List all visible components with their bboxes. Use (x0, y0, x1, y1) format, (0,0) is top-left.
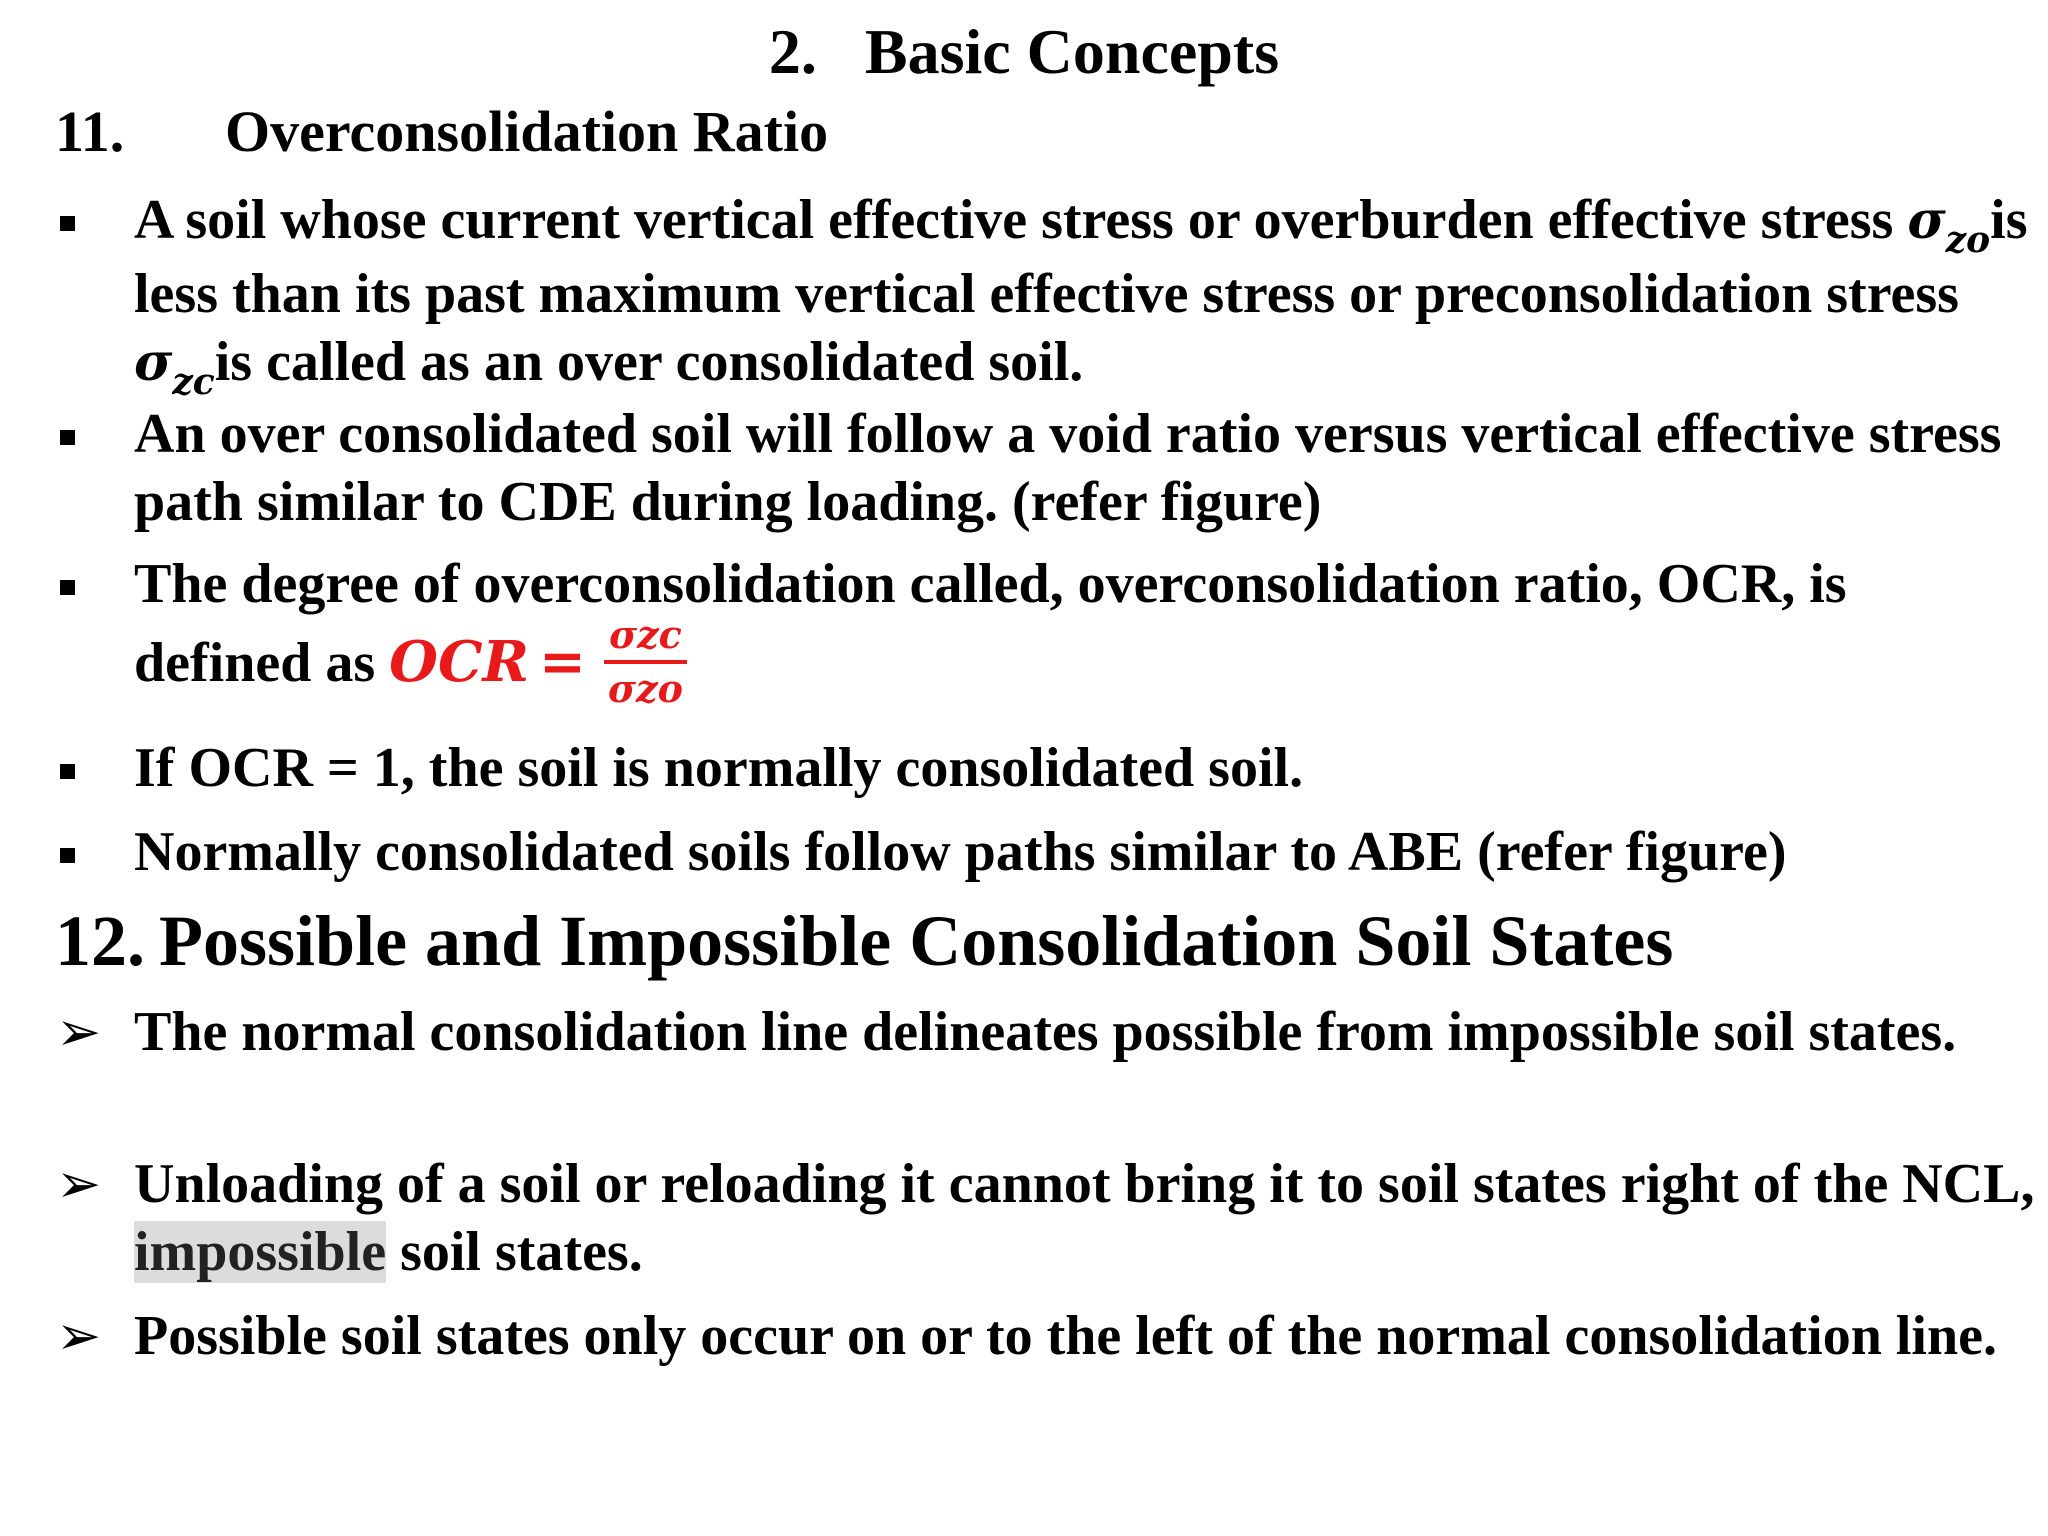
bullet-item (56, 818, 2036, 886)
bullet-item (56, 400, 2036, 536)
arrow-bullet-item (56, 998, 2036, 1066)
bullet-item (56, 186, 2036, 402)
arrow-bullet-item (56, 1150, 2036, 1286)
ocr-symbol: OCR (389, 628, 530, 695)
slide-title: 2. Basic Concepts (768, 16, 1280, 87)
highlighted-word: impossible (134, 1221, 387, 1283)
square-bullet-icon (60, 430, 75, 445)
arrow-bullet-icon: ➢ (56, 1152, 102, 1215)
section-title: Possible and Impossible Consolidation Soil States (159, 901, 1674, 981)
bullet-text: An over consolidated soil will follow a void ratio versus vertical effective stress path similar to CDE during loading. (refer figure) (134, 403, 2002, 533)
section-number: 12. (55, 901, 145, 981)
bullet-text: If OCR = 1, the soil is normally consolidated soil. (134, 737, 1304, 799)
bullet-text: Possible soil states only occur on or to the left of the normal consolidation line. (134, 1305, 1997, 1367)
ocr-fraction (604, 612, 687, 712)
arrow-bullet-icon: ➢ (56, 1000, 102, 1063)
bullet-text: A soil whose current vertical effective stress or overburden effective stress $\sigma_{zo}is$ less than its past maximum vertical effective stress or preconsolidation stress $\sigma_{zc}is$ called as an over consolidated soil. (134, 189, 2028, 403)
sigma-zo-symbol: $\sigma_{zo}$ (1907, 190, 1991, 261)
bullet-text: Unloading of a soil or reloading it cannot bring it to soil states right of the NCL, impossible soil states. (134, 1153, 2035, 1283)
arrow-bullet-icon: ➢ (56, 1304, 102, 1367)
sigma-zc-symbol: $\sigma_{zc}$ (134, 332, 215, 403)
fraction-numerator: σzc (609, 612, 682, 657)
section-12-heading (55, 896, 1673, 986)
square-bullet-icon (60, 580, 75, 595)
section-11-heading (55, 96, 828, 168)
bullet-item (56, 550, 2036, 718)
square-bullet-icon (60, 848, 75, 863)
section-title: Overconsolidation Ratio (225, 99, 829, 164)
fraction-denominator: σzo (607, 666, 683, 711)
bullet-text: The degree of overconsolidation called, overconsolidation ratio, OCR, is defined as OCR = $\frac{\text{σzc}}{\text{σzo}}$ (134, 553, 1847, 711)
square-bullet-icon (60, 764, 75, 779)
square-bullet-icon (60, 216, 75, 231)
bullet-text: Normally consolidated soils follow paths similar to ABE (refer figure) (134, 821, 1787, 883)
fraction-bar (604, 660, 687, 664)
section-number: 11. (55, 99, 125, 164)
bullet-text: The normal consolidation line delineates possible from impossible soil states. (134, 1001, 1957, 1063)
arrow-bullet-item (56, 1302, 2036, 1370)
bullet-item (56, 734, 2036, 802)
equals-sign: = (539, 628, 586, 695)
